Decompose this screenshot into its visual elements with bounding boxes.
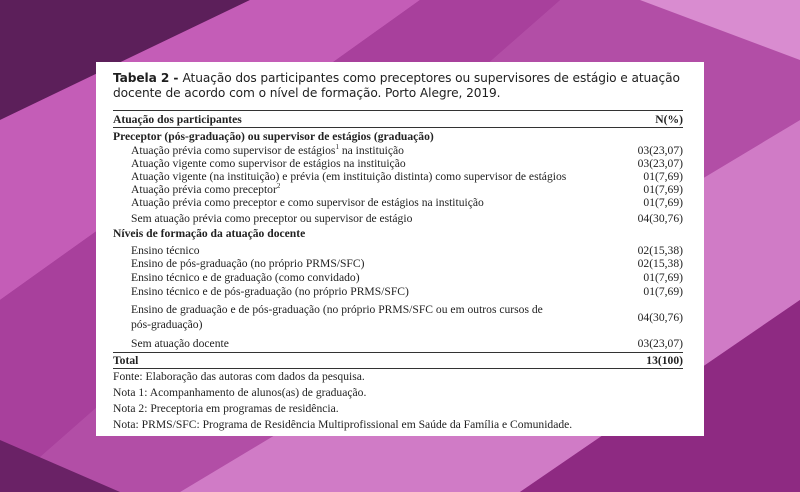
table-card: Tabela 2 - Atuação dos participantes como preceptores ou supervisores de estágio e atuação docente de acordo com o nível de formação. Porto Alegre, 2019. Atuação dos participantes N(%) Preceptor (pós-graduação) ou supervisor de estágios (graduação) Atuação prévia como supervisor de estágios$^1$ na instituição 03(23,07) Atuação vigente como supervisor de estágios na instituição 03(23,07) Atuação vigente (na instituição) e prévia (em instituição distinta) como supervisor de estágios 01(7,69) Atuação prévia como preceptor$^2$ 01(7,69) Atuação prévia como preceptor e como supervisor de estágios na instituição 01(7,69) Sem atuação prévia como preceptor ou supervisor de estágio 04(30,76) Níveis de formação da atuação docente Ensino técnico 02(15,38) Ensino de pós-graduação (no próprio PRMS/SFC) 02(15,38) Ensino técnico e de graduação (como convidado) 01(7,69) Ensino técnico e de pós-graduação (no próprio PRMS/SFC) 01(7,69) Ensino de graduação e de pós-graduação (no próprio PRMS/SFC ou em outros cursos de 04(30,76) pós-graduação) Sem atuação docente 03(23,07) Total 13(100) Fonte: Elaboração das autoras com dados da pesquisa. Nota 1: Acompanhamento de alunos(as) de graduação. Nota 2: Preceptoria em programas de residência. Nota: PRMS/SFC: Programa de Residência Multiprofissional em Saúde da Família e Comunidade. <box>96 62 704 436</box>
table-header-rule <box>113 127 683 128</box>
note-prms: Nota: PRMS/SFC: Programa de Residência Multiprofissional em Saúde da Família e Comunidade. <box>113 418 573 431</box>
table-top-rule <box>113 110 683 111</box>
note-source: Fonte: Elaboração das autoras com dados da pesquisa. <box>113 370 365 383</box>
caption-prefix: Tabela 2 - <box>113 71 183 85</box>
header-left: Atuação dos participantes <box>113 113 242 126</box>
note-2: Nota 2: Preceptoria em programas de residência. <box>113 402 339 415</box>
table-notes <box>113 369 693 433</box>
note-1: Nota 1: Acompanhamento de alunos(as) de graduação. <box>113 386 367 399</box>
header-right: N(%) <box>655 113 683 126</box>
table-caption <box>113 71 693 101</box>
table-total-rule <box>113 352 683 353</box>
caption-line1: Atuação dos participantes como preceptores ou supervisores de estágio e atuação <box>182 71 680 85</box>
caption-line2: docente de acordo com o nível de formação. Porto Alegre, 2019. <box>113 86 501 100</box>
